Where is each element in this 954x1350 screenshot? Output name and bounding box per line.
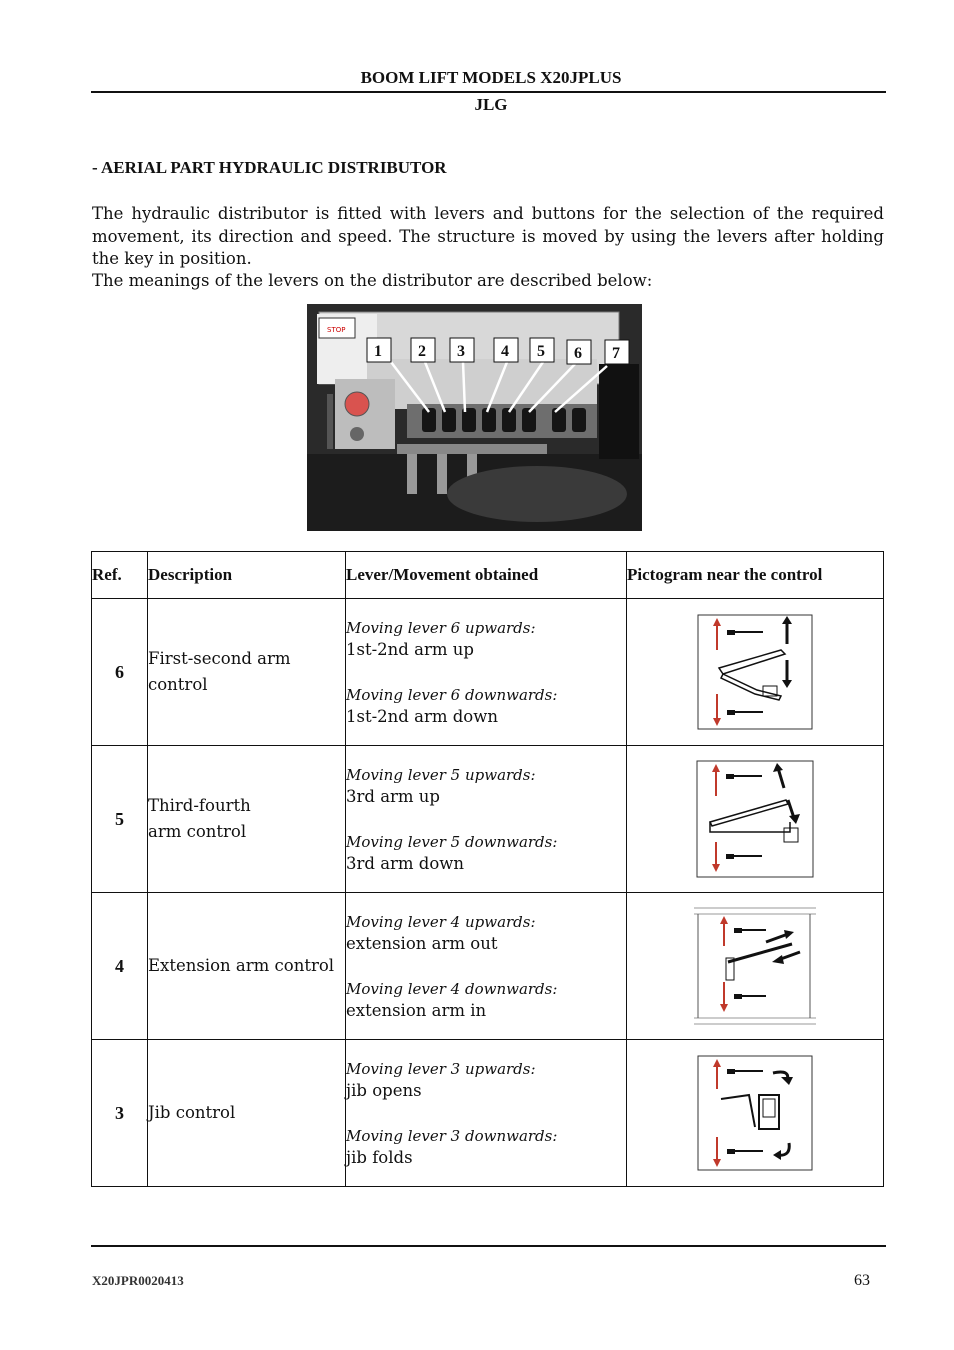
table-row	[92, 599, 884, 746]
lever-label-5: 5	[537, 343, 545, 360]
intro-paragraph: The hydraulic distributor is fitted with levers and buttons for the selection of the required movement, its direction and speed. The structure is moved by using the levers after holding the key in position.	[92, 204, 884, 268]
table-row	[92, 893, 884, 1040]
lever-label-4: 4	[501, 343, 509, 360]
row-lever-movement: Moving lever 3 upwards: jib opens Moving lever 3 downwards: jib folds	[346, 1040, 627, 1187]
row-description: Jib control	[148, 1040, 346, 1187]
row-ref: 4	[92, 893, 148, 1040]
lever-label-1: 1	[374, 343, 382, 360]
row-pictogram-cell	[627, 746, 884, 893]
brand-name: JLG	[474, 95, 508, 114]
row-lever-movement: Moving lever 5 upwards: 3rd arm up Moving lever 5 downwards: 3rd arm down	[346, 746, 627, 893]
row-pictogram-cell	[627, 599, 884, 746]
row-pictogram-cell	[627, 1040, 884, 1187]
lever-label-3: 3	[457, 343, 465, 360]
row-lever-movement: Moving lever 4 upwards: extension arm out Moving lever 4 downwards: extension arm in	[346, 893, 627, 1040]
header-ref: Ref.	[92, 552, 148, 599]
table-header-row	[92, 552, 884, 599]
header-rule	[91, 91, 886, 93]
header-pictogram: Pictogram near the control	[627, 552, 884, 599]
row-description: Extension arm control	[148, 893, 346, 1040]
lever-label-7: 7	[612, 345, 620, 362]
row-description: First-second arm control	[148, 599, 346, 746]
table-row	[92, 1040, 884, 1187]
row-ref: 5	[92, 746, 148, 893]
extension-arm-pictogram	[692, 906, 818, 1026]
footer-rule	[91, 1245, 886, 1247]
table-row	[92, 746, 884, 893]
lever-table	[91, 551, 884, 1187]
row-pictogram-cell	[627, 893, 884, 1040]
jib-pictogram	[697, 1055, 813, 1171]
document-title: BOOM LIFT MODELS X20JPLUS	[360, 68, 622, 87]
third-arm-pictogram	[696, 760, 814, 878]
document-code: X20JPR0020413	[92, 1273, 184, 1288]
page-number: 63	[854, 1272, 870, 1289]
section-title: - AERIAL PART HYDRAULIC DISTRIBUTOR	[92, 158, 447, 177]
first-second-arm-pictogram	[697, 614, 813, 730]
lever-label-2: 2	[418, 343, 426, 360]
stop-label: STOP	[327, 326, 346, 334]
row-lever-movement: Moving lever 6 upwards: 1st-2nd arm up Moving lever 6 downwards: 1st-2nd arm down	[346, 599, 627, 746]
header-lever: Lever/Movement obtained	[346, 552, 627, 599]
header-description: Description	[148, 552, 346, 599]
row-ref: 6	[92, 599, 148, 746]
levers-intro-paragraph: The meanings of the levers on the distributor are described below:	[92, 271, 653, 290]
row-description: Third-fourth arm control	[148, 746, 346, 893]
lever-label-6: 6	[574, 345, 582, 362]
row-ref: 3	[92, 1040, 148, 1187]
distributor-photo	[307, 304, 642, 531]
